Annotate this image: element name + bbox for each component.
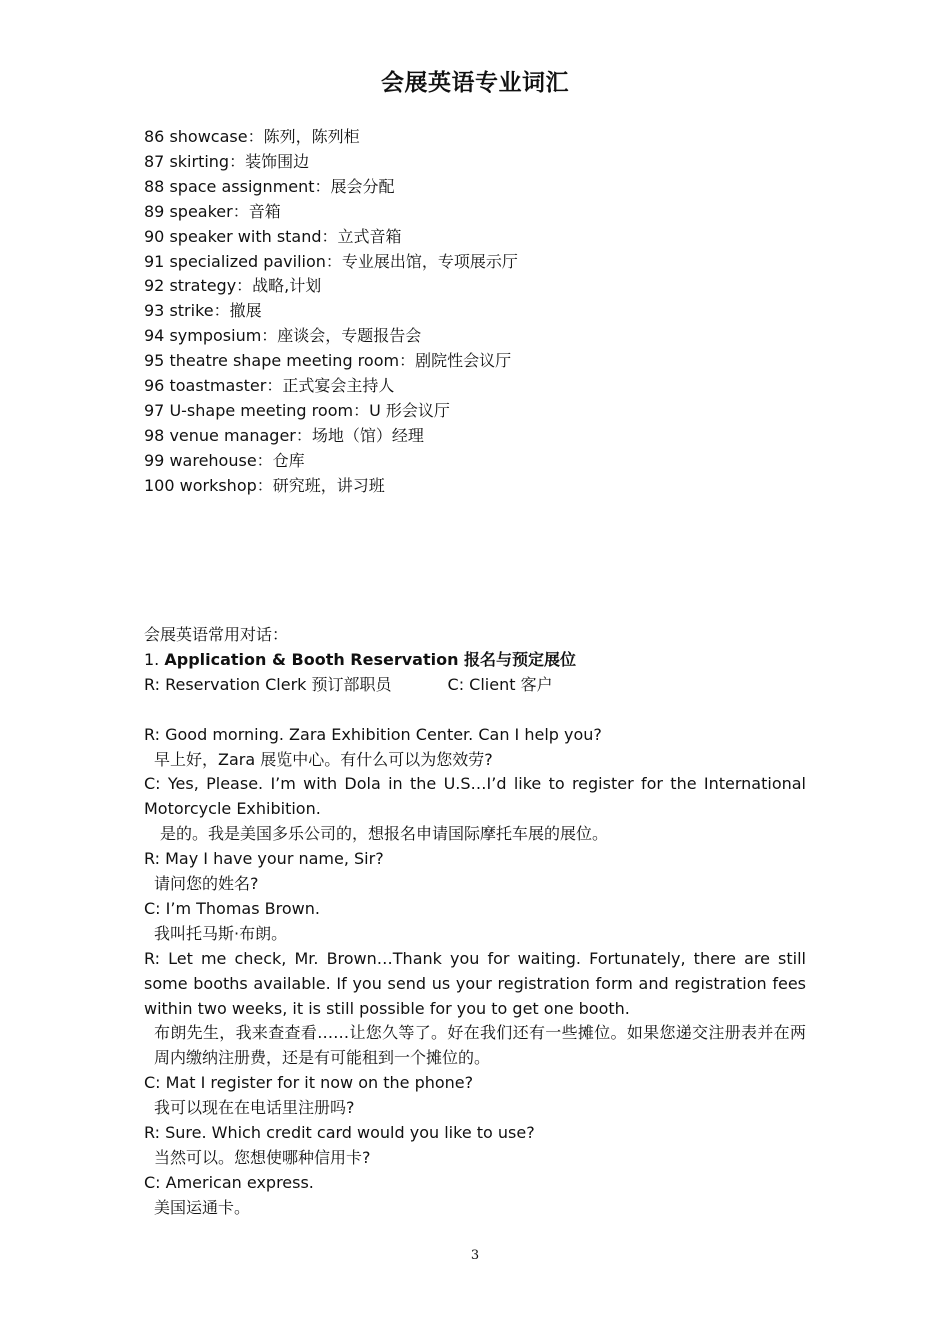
- vocab-item: 88 space assignment：展会分配: [144, 176, 395, 196]
- dialogue-line-chinese: 我叫托马斯·布朗。: [154, 923, 288, 943]
- dialogue-line-chinese: 我可以现在在电话里注册吗?: [154, 1098, 355, 1118]
- vocab-item: 99 warehouse：仓库: [144, 450, 305, 470]
- section-title-line: [144, 648, 806, 673]
- section-number: 1.: [144, 649, 165, 669]
- dialogue-line-english: C: Mat I register for it now on the phone?: [144, 1073, 474, 1093]
- vocab-item: 93 strike：撤展: [144, 301, 262, 321]
- dialogue-line-chinese: 布朗先生，我来查查看……让您久等了。好在我们还有一些摊位。如果您递交注册表并在两周内缴纳注册费，还是有可能租到一个摊位的。: [154, 1023, 806, 1068]
- vocab-item: 92 strategy：战略,计划: [144, 276, 322, 296]
- dialogue-line-english: C: American express.: [144, 1172, 314, 1192]
- vocab-item: 100 workshop：研究班，讲习班: [144, 475, 385, 495]
- vocab-item: 94 symposium：座谈会，专题报告会: [144, 326, 422, 346]
- vocab-item: 96 toastmaster：正式宴会主持人: [144, 376, 395, 396]
- vocab-item: 87 skirting：装饰围边: [144, 151, 310, 171]
- vocab-item: 97 U-shape meeting room：U 形会议厅: [144, 400, 450, 420]
- dialogue-line-english: R: Let me check, Mr. Brown…Thank you for waiting. Fortunately, there are still some booths available. If you send us your registration form and registration fees within two weeks, it is still possible for you to get one booth.: [144, 948, 806, 1018]
- dialogue-line-chinese: 当然可以。您想使哪种信用卡?: [154, 1148, 371, 1168]
- role-reservation-clerk: R: Reservation Clerk 预订部职员: [144, 674, 392, 694]
- vocab-item: 95 theatre shape meeting room：剧院性会议厅: [144, 351, 512, 371]
- vocabulary-list: [144, 125, 824, 499]
- role-client: C: Client 客户: [447, 674, 553, 694]
- dialogue-section: [144, 623, 806, 1221]
- vocab-item: 91 specialized pavilion：专业展出馆，专项展示厅: [144, 251, 518, 271]
- vocab-item: 90 speaker with stand：立式音箱: [144, 226, 402, 246]
- vocab-item: 86 showcase：陈列，陈列柜: [144, 127, 360, 146]
- vocab-item: 98 venue manager：场地（馆）经理: [144, 425, 424, 445]
- blank-line: [144, 698, 806, 723]
- dialogue-line-chinese: 美国运通卡。: [154, 1197, 251, 1217]
- vocab-item: 89 speaker：音箱: [144, 201, 281, 221]
- section-title: Application & Booth Reservation 报名与预定展位: [164, 649, 577, 669]
- dialogue-line-english: R: Sure. Which credit card would you like to use?: [144, 1123, 535, 1143]
- dialogue-line-chinese: 请问您的姓名?: [154, 874, 259, 894]
- dialogue-line-english: R: Good morning. Zara Exhibition Center. Can I help you?: [144, 724, 602, 744]
- dialogue-line-chinese: 早上好，Zara 展览中心。有什么可以为您效劳?: [154, 749, 493, 769]
- dialogue-lines: [144, 723, 806, 1221]
- dialogue-line-english: C: I’m Thomas Brown.: [144, 898, 320, 918]
- page-number: 3: [470, 1248, 480, 1263]
- dialogue-line-english: C: Yes, Please. I’m with Dola in the U.S…I’d like to register for the International Motorcycle Exhibition.: [144, 774, 806, 819]
- dialogue-line-chinese: 是的。我是美国多乐公司的，想报名申请国际摩托车展的展位。: [160, 824, 609, 844]
- page-title: 会展英语专业词汇: [381, 70, 569, 96]
- roles-line: [144, 673, 806, 698]
- dialogue-line-english: R: May I have your name, Sir?: [144, 849, 384, 869]
- dialogue-heading: 会展英语常用对话：: [144, 625, 289, 644]
